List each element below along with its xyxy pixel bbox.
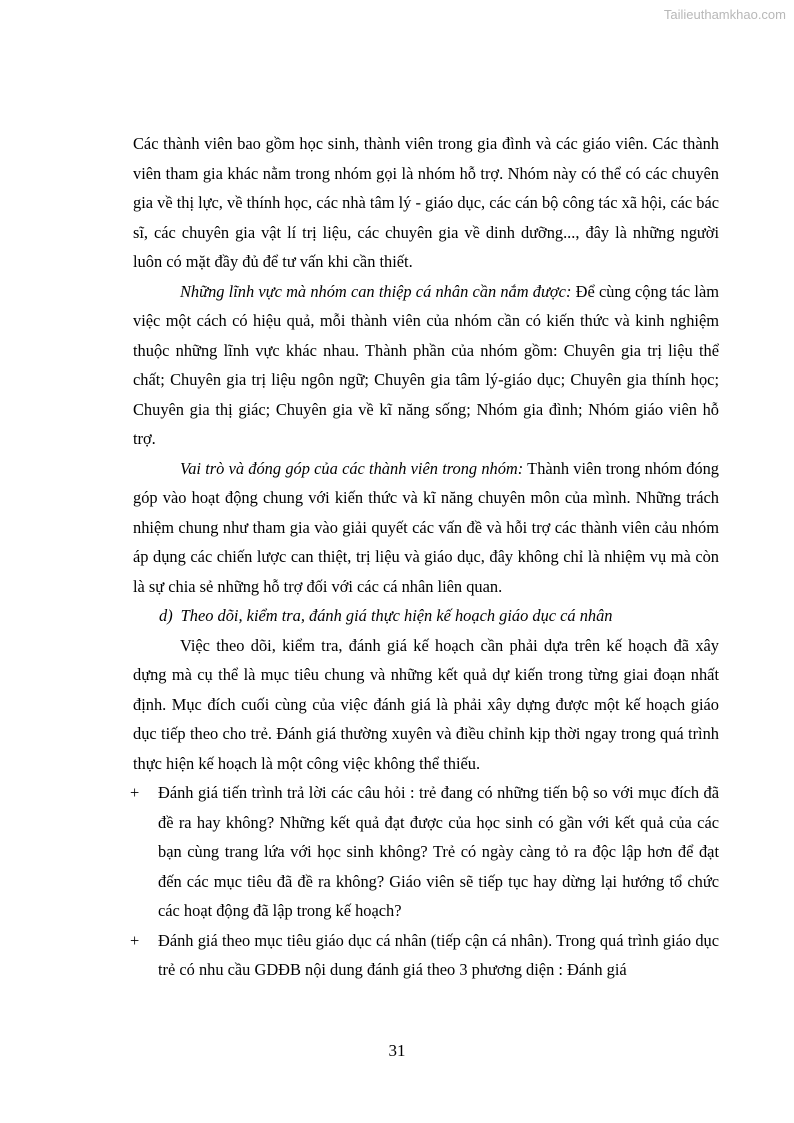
watermark: Tailieuthamkhao.com — [663, 7, 786, 22]
section-number: d) — [159, 606, 173, 625]
paragraph-evaluation: Việc theo dõi, kiểm tra, đánh giá kế hoạch cần phải dựa trên kế hoạch đã xây dựng mà cụ thể là mục tiêu chung và những kết quả dự kiến trong từng giai đoạn nhất định. Mục đích cuối cùng của việc đánh giá là phải xây dựng được một kế hoạch giáo dục tiếp theo cho trẻ. Đánh giá thường xuyên và điều chỉnh kịp thời ngay trong quá trình thực hiện kế hoạch là một công việc không thể thiếu. — [133, 635, 719, 773]
paragraph-body-text: Để cùng cộng tác làm việc một cách có hiệu quả, mỗi thành viên của nhóm cần có kiến thức và kinh nghiệm thuộc những lĩnh vực khác nhau. Thành phần của nhóm gồm: Chuyên gia trị liệu thể chất; Chuyên gia trị liệu ngôn ngữ; Chuyên gia tâm lý-giáo dục; Chuyên gia thính học; Chuyên gia thị giác; Chuyên gia về kĩ năng sống; Nhóm gia đình; Nhóm giáo viên hỗ trợ. — [133, 281, 719, 448]
list-item-text: Đánh giá tiến trình trả lời các câu hỏi : trẻ đang có những tiến bộ so với mục đích đã đề ra hay không? Những kết quả đạt được của học sinh có gần với kết quả của các bạn cùng trang lứa với học sinh không? Trẻ có ngày càng tỏ ra độc lập hơn để đạt đến các mục tiêu đã đề ra không? Giáo viên sẽ tiếp tục hay dừng lại hướng tổ chức các hoạt động đã lập trong kế hoạch? — [158, 783, 719, 920]
paragraph-lead-italic: Những lĩnh vực mà nhóm can thiệp cá nhân cần nắm được: — [180, 281, 572, 301]
list-item — [130, 926, 719, 985]
list-item-text: Đánh giá theo mục tiêu giáo dục cá nhân (tiếp cận cá nhân). Trong quá trình giáo dục trẻ có nhu cầu GDĐB nội dung đánh giá theo 3 phương diện : Đánh giá — [158, 930, 719, 979]
section-heading-d — [133, 601, 719, 631]
plus-bullet-icon: + — [130, 783, 140, 802]
page-number: 31 — [388, 1041, 406, 1060]
list-item — [130, 778, 719, 926]
paragraph-team-fields — [133, 277, 719, 454]
paragraph-body-text: Thành viên trong nhóm đóng góp vào hoạt động chung với kiến thức và kĩ năng chuyên môn của mình. Những trách nhiệm chung như tham gia vào giải quyết các vấn đề và hỗi trợ các thành viên cảu nhóm áp dụng các chiến lược can thiệt, trị liệu và giáo dục, đây không chỉ là nhiệm vụ mà còn là sự chia sẻ những hỗ trợ đối với các cá nhân liên quan. — [133, 458, 719, 596]
page-body — [130, 129, 719, 985]
paragraph-team-members: Các thành viên bao gồm học sinh, thành viên trong gia đình và các giáo viên. Các thành viên tham gia khác nằm trong nhóm gọi là nhóm hỗ trợ. Nhóm này có thể có các chuyên gia về thị lực, về thính học, các nhà tâm lý - giáo dục, các cán bộ công tác xã hội, các bác sĩ, các chuyên gia vật lí trị liệu, các chuyên gia về dinh dưỡng..., đây là những người luôn có mặt đầy đủ để tư vấn khi cần thiết. — [133, 134, 719, 271]
paragraph-lead-italic: Vai trò và đóng góp của các thành viên trong nhóm: — [180, 458, 524, 478]
plus-bullet-icon: + — [130, 930, 140, 950]
section-title: Theo dõi, kiểm tra, đánh giá thực hiện kế hoạch giáo dục cá nhân — [180, 606, 613, 625]
paragraph-team-roles — [133, 454, 719, 602]
